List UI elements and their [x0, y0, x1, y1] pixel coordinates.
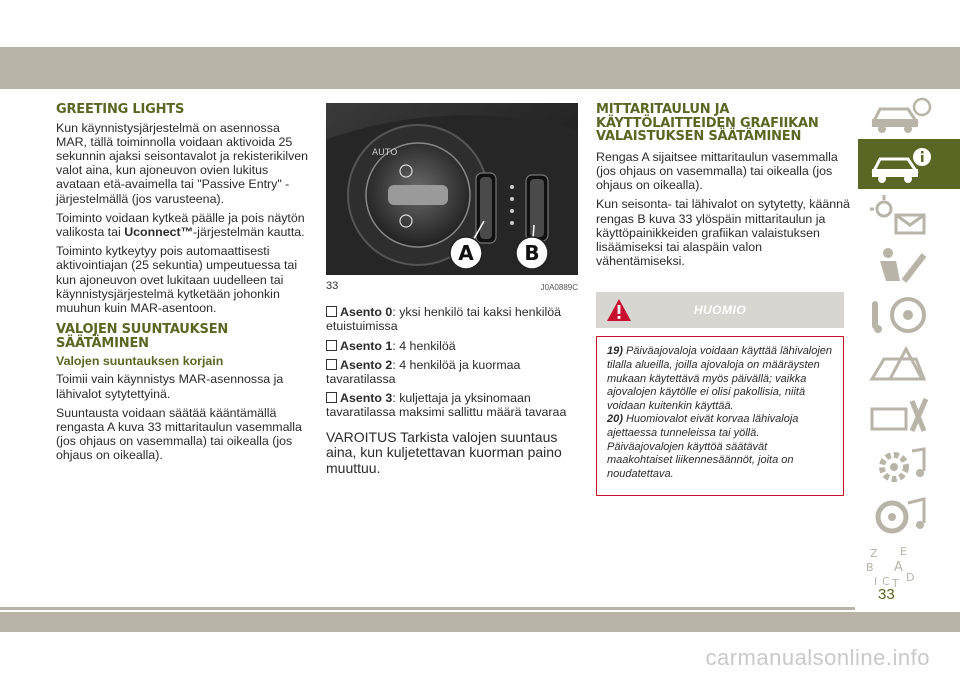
- column-middle: [326, 103, 578, 476]
- warning-lights-icon: [866, 195, 936, 235]
- tab-safety[interactable]: [858, 239, 960, 289]
- top-color-bar: [0, 47, 960, 89]
- index-letter-d: D: [906, 571, 915, 584]
- huomio-note-19: 19) Päiväajovaloja voidaan käyttää lähivalojen tilalla alueilla, joilla ajovaloja on määräysten mukaan käytettävä myös päivällä; vaikka ajovalojen käytölle ei olisi pakollisia, niitä voidaan kuitenkin käyttää.: [607, 345, 833, 412]
- index-letter-b: B: [866, 561, 874, 574]
- warning-triangle-icon: [606, 298, 632, 322]
- svg-text:AUTO: AUTO: [372, 148, 398, 158]
- tab-emergency[interactable]: [858, 339, 960, 389]
- checkbox-icon: [326, 359, 337, 370]
- steering-wheel-icon: [866, 295, 936, 335]
- car-settings-icon: [866, 145, 936, 185]
- heading-greeting-lights: GREETING LIGHTS: [56, 102, 185, 117]
- figure-33-photo: [326, 103, 578, 275]
- index-letter-z: Z: [870, 547, 878, 560]
- figure-number: 33: [326, 280, 339, 292]
- varoitus-note: VAROITUS Tarkista valojen suuntaus aina, kun kuljetettavan kuorman paino muuttuu.: [326, 428, 562, 476]
- checkbox-icon: [326, 340, 337, 351]
- tab-car-settings[interactable]: [858, 139, 960, 189]
- column-right: [596, 103, 852, 496]
- position-list: [326, 305, 578, 419]
- headlight-switch-illustration: [326, 103, 578, 275]
- heading-mittaritaulu: MITTARITAULUN JA KÄYTTÖLAITTEIDEN GRAFIIKAN VALAISTUKSEN SÄÄTÄMINEN: [596, 102, 819, 145]
- huomio-body: [596, 336, 844, 496]
- huomio-box: [596, 292, 844, 496]
- tab-multimedia[interactable]: [858, 489, 960, 539]
- figure-label-b: B: [524, 241, 540, 265]
- top-white-band: [0, 0, 960, 47]
- index-letter-c: C: [882, 575, 890, 588]
- position-item: Asento 1: 4 henkilöä: [326, 339, 578, 353]
- tab-driving[interactable]: [858, 289, 960, 339]
- figure-caption: [326, 279, 578, 295]
- suuntaus-paragraph-2: Suuntausta voidaan säätää kääntämällä rengasta A kuva 33 mittaritaulun vasemmalla (jos ohjaus on vasemmalla) tai oikealla (jos ohjaus on oikealla).: [56, 405, 302, 463]
- column-left: [56, 103, 310, 468]
- multimedia-icon: [866, 495, 936, 535]
- figure-code: J0A0889C: [540, 283, 578, 292]
- alphabet-index-icon: [866, 545, 936, 589]
- tab-maintenance[interactable]: [858, 389, 960, 439]
- mittaritaulu-paragraph-2: Kun seisonta- tai lähivalot on sytytetty, käännä rengas B kuva 33 ylöspäin mittaritaulun ja käyttöpainikkeiden grafiikan valaistuksen lisäämiseksi tai alaspäin valon vähentämiseksi.: [596, 197, 850, 269]
- index-letter-t: T: [892, 577, 899, 589]
- tools-icon: [866, 395, 936, 435]
- tab-index[interactable]: [858, 539, 960, 589]
- gear-icon: [866, 445, 936, 485]
- huomio-header: [596, 292, 844, 328]
- emergency-icon: [866, 345, 936, 385]
- huomio-title: HUOMIO: [693, 303, 747, 318]
- tab-car-info[interactable]: [858, 89, 960, 139]
- bottom-color-bar: [0, 612, 960, 632]
- subheading-suuntauksen-korjain: Valojen suuntauksen korjain: [56, 354, 224, 369]
- safety-icon: [866, 245, 936, 285]
- position-item: Asento 3: kuljettaja ja yksinomaan tavaratilassa maksimi sallittu määrä tavaraa: [326, 391, 567, 420]
- figure-label-a: A: [458, 241, 474, 265]
- tab-technical-data[interactable]: [858, 439, 960, 489]
- car-info-icon: [866, 95, 936, 135]
- page-number: 33: [878, 586, 895, 603]
- checkbox-icon: [326, 392, 337, 403]
- greeting-paragraph-1: Kun käynnistysjärjestelmä on asennossa MAR, tällä toiminnolla voidaan aktivoida 25 sekunnin ajaksi seisontavalot ja rekisterikilven valot aina, kun ajoneuvon ovien lukitus avataan etä-avaimella tai "Passive Entry" -järjestelmällä (jos varusteena).: [56, 120, 309, 206]
- index-letter-a: A: [894, 560, 903, 575]
- checkbox-icon: [326, 306, 337, 317]
- mittaritaulu-paragraph-1: Rengas A sijaitsee mittaritaulun vasemmalla (jos ohjaus on vasemmalla) tai oikealla (jos ohjaus on oikealla).: [596, 149, 838, 193]
- position-item: Asento 2: 4 henkilöä ja kuormaa tavaratilassa: [326, 357, 521, 387]
- watermark: carmanualsonline.info: [705, 645, 930, 670]
- index-letter-i: I: [874, 575, 878, 588]
- greeting-paragraph-3: Toiminto kytkeytyy pois automaattisesti aktivointiajan (25 sekuntia) umpeutuessa tai kun ajoneuvon ovet lukitaan uudelleen tai käynnistysjärjestelmä kytketään johonkin muuhun kuin MAR-asentoon.: [56, 244, 298, 315]
- tab-lights-messages[interactable]: [858, 189, 960, 239]
- greeting-paragraph-2: Toiminto voidaan kytkeä päälle ja pois näytön valikosta tai Uconnect™-järjestelmän kautta.: [56, 210, 305, 239]
- bottom-divider: [0, 607, 855, 610]
- heading-valojen-suuntaus: VALOJEN SUUNTAUKSEN SÄÄTÄMINEN: [56, 322, 229, 351]
- index-letter-e: E: [900, 545, 907, 558]
- position-item: Asento 0: yksi henkilö tai kaksi henkilöä etuistuimissa: [326, 305, 562, 334]
- huomio-note-20: 20) Huomiovalot eivät korvaa lähivaloja ajettaessa tunneleissa tai yöllä. Päiväajovalojen käyttöä säätävät maakohtaiset liikennesäännöt, joita on noudatettava.: [607, 413, 799, 480]
- suuntaus-paragraph-1: Toimii vain käynnistys MAR-asennossa ja lähivalot sytytettyinä.: [56, 372, 284, 401]
